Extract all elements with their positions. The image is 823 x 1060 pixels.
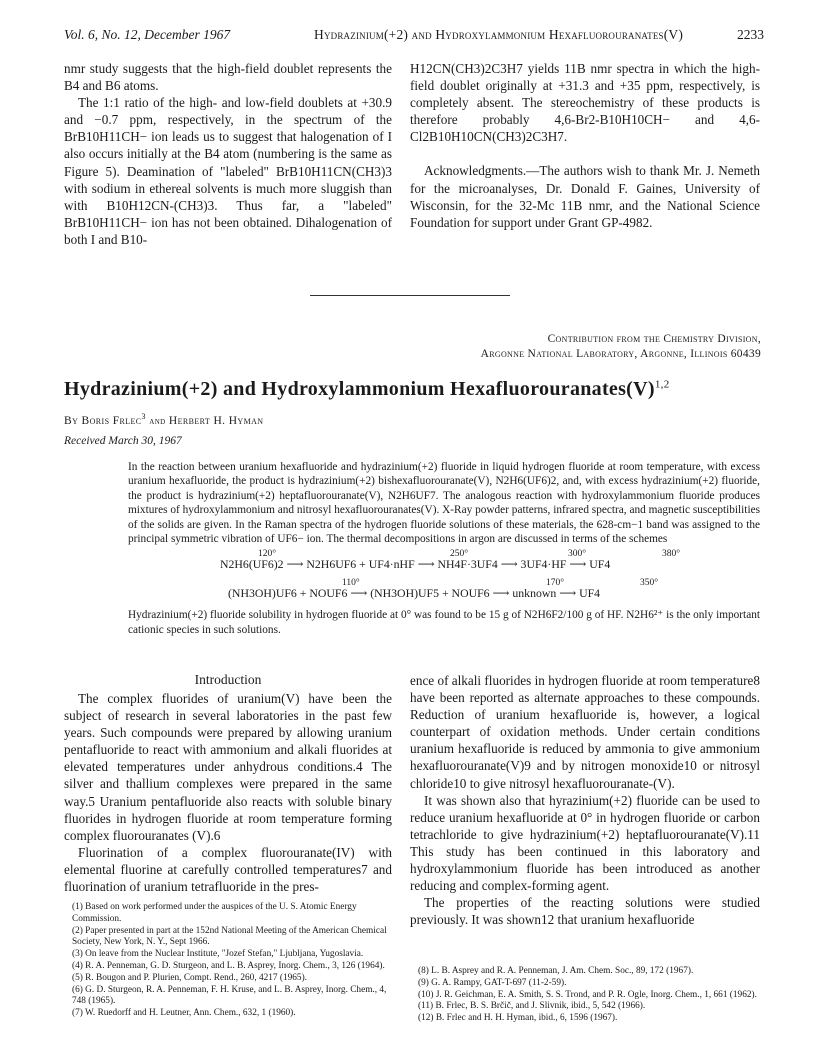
footnote: (1) Based on work performed under the auspices of the U. S. Atomic Energy Commission. <box>72 902 357 924</box>
author-name: Herbert H. Hyman <box>168 414 264 427</box>
footnote: (10) J. R. Geichman, E. A. Smith, S. S. Trond, and P. R. Ogle, Inorg. Chem., 1, 661 (1962). <box>418 989 757 1000</box>
by-label: By <box>64 414 79 427</box>
introduction-left <box>64 690 392 895</box>
scheme-temp: 170° <box>546 578 565 589</box>
introduction-right <box>410 672 760 928</box>
section-divider <box>310 295 510 296</box>
paragraph: ence of alkali fluorides in hydrogen fluoride at room temperature8 have been reported as alternate approaches to these compounds. Reduction of uranium hexafluoride is, however, a logical counterpart of oxidation methods. Under certain conditions uranium hexafluoride is reduced by ammonia to give ammonium hexafluorouranate(V)9 and by nitrogen monoxide10 or nitrosyl chloride10 to give nitrosyl hexafluorouranate-(V). <box>410 673 760 791</box>
abstract <box>128 460 760 637</box>
scheme-temp: 110° <box>342 578 360 589</box>
scheme-equation-2: (NH3OH)UF6 + NOUF6 ⟶ (NH3OH)UF5 + NOUF6 ⟶ unknown ⟶ UF4 <box>228 586 601 601</box>
title-text: Hydrazinium(+2) and Hydroxylammonium Hexafluorouranates(V) <box>64 378 655 400</box>
footnote: (8) L. B. Asprey and R. A. Penneman, J. Am. Chem. Soc., 89, 172 (1967). <box>418 966 694 976</box>
page-number: 2233 <box>737 27 764 42</box>
author-footnote-marker: 3 <box>141 412 146 421</box>
footnotes-right <box>410 966 760 1025</box>
scheme-temp: 250° <box>450 549 469 560</box>
and-label: and <box>149 415 166 427</box>
footnote: (2) Paper presented in part at the 152nd National Meeting of the American Chemical Society, New York, N. Y., Sept 1966. <box>72 925 387 948</box>
footnote: (4) R. A. Penneman, G. D. Sturgeon, and L. B. Asprey, Inorg. Chem., 3, 126 (1964). <box>72 960 385 971</box>
scheme-temp: 120° <box>258 549 277 560</box>
footnote: (9) G. A. Rampy, GAT-T-697 (11-2-59). <box>418 977 567 988</box>
scheme-temp: 350° <box>640 578 659 589</box>
paragraph: It was shown also that hyrazinium(+2) fluoride can be used to reduce uranium hexafluoride at 0° in hydrogen fluoride or carbon tetrachloride to give hydrazinium(+2) heptafluorouranate(V).11 This study has been continued in this laboratory and hydroxylammonium fluoride has been introduced as another reducing and complex-forming agent. <box>410 792 760 894</box>
footnote: (5) R. Bougon and P. Plurien, Compt. Rend., 260, 4217 (1965). <box>72 972 308 983</box>
abstract-paragraph: Hydrazinium(+2) fluoride solubility in hydrogen fluoride at 0° was found to be 15 g of N2H6F2/100 g of HF. N2H6²⁺ is the only important cationic species in such solutions. <box>128 609 760 636</box>
footnote: (3) On leave from the Nuclear Institute, "Jozef Stefan," Ljubljana, Yugoslavia. <box>72 949 364 960</box>
article-title <box>64 378 670 401</box>
footnote: (11) B. Frlec, B. S. Brčič, and J. Slivnik, ibid., 5, 542 (1966). <box>418 1001 646 1012</box>
journal-volume: Vol. 6, No. 12, December 1967 <box>64 27 231 42</box>
abstract-paragraph: In the reaction between uranium hexafluoride and hydrazinium(+2) fluoride in liquid hydrogen fluoride at room temperature, with excess uranium hexafluoride, the product is hydrazinium(+2) bishexafluorouranate(V), N2H6(UF6)2, and, with excess hydrazinium(+2) fluoride, the product is hydrazinium(+2) heptafluorouranate(V), N2H6UF7. The analogous reaction with hydroxylammonium fluoride produces mixtures of hydroxylammonium and nitrosyl hexafluorouranates(V). X-Ray powder patterns, infrared spectra, and magnetic susceptibilities of the solids are given. In the Raman spectra of the hydrogen fluoride solutions of these materials, the 628-cm−1 band was assigned to the principal symmetric vibration of UF6− ion. The thermal decompositions in argon are discussed in terms of the schemes <box>128 461 760 546</box>
footnote: (6) G. D. Sturgeon, R. A. Penneman, F. H. Kruse, and L. B. Asprey, Inorg. Chem., 4, 748 (1965). <box>72 984 387 1007</box>
introduction-heading: Introduction <box>194 672 262 687</box>
scheme-temp: 300° <box>568 549 587 560</box>
authors <box>64 412 263 427</box>
contribution-line-2: Argonne National Laboratory, Argonne, Illinois 60439 <box>480 348 761 360</box>
paragraph: The complex fluorides of uranium(V) have been the subject of research in several laboratories in the past few years. Such compounds were prepared by allowing uranium pentafluoride to react with ammonium and alkali fluorides at elevated temperatures under anhydrous conditions.4 The silver and thallium complexes were prepared in the same way.5 Uranium pentafluoride also reacts with soluble binary fluorides in hydrogen fluoride at room temperature forming complex fluorouranates (V).6 <box>64 691 392 843</box>
contribution-line-1: Contribution from the Chemistry Division, <box>547 333 761 345</box>
title-footnote-marker: 1,2 <box>654 378 670 391</box>
footnote: (7) W. Ruedorff and H. Leutner, Ann. Chem., 632, 1 (1960). <box>72 1008 296 1019</box>
footnotes-left <box>64 902 392 1020</box>
scheme-equation-1: N2H6(UF6)2 ⟶ N2H6UF6 + UF4·nHF ⟶ NH4F·3UF4 ⟶ 3UF4·HF ⟶ UF4 <box>220 557 611 572</box>
paragraph: Fluorination of a complex fluorouranate(IV) with elemental fluorine at carefully controlled temperatures7 and fluorination of uranium tetrafluoride in the pres- <box>64 844 392 895</box>
paragraph: The 1:1 ratio of the high- and low-field doublets at +30.9 and −0.7 ppm, respectively, in the spectrum of the BrB10H11CH− ion leads us to suggest that halogenation of I also occurs initially at the B4 atom (numbering is the same as Figure 5). Deamination of "labeled" BrB10H11CN(CH3)3 with sodium in ethereal solvents is much more sluggish than with B10H12CN-(CH3)3. Thus far, a "labeled" BrB10H11CH− ion has not been obtained. Dihalogenation of both I and B10- <box>64 95 392 247</box>
scheme-temp: 380° <box>662 549 681 560</box>
continued-text-right <box>410 60 760 231</box>
footnote: (12) B. Frlec and H. H. Hyman, ibid., 6, 1596 (1967). <box>418 1013 618 1024</box>
contribution-affiliation <box>481 332 761 362</box>
paragraph: The properties of the reacting solutions were studied previously. It was shown12 that uranium hexafluoride <box>410 895 760 928</box>
received-date: Received March 30, 1967 <box>64 435 182 447</box>
running-header <box>64 27 764 43</box>
continued-text-left <box>64 60 392 248</box>
acknowledgments: Acknowledgments.—The authors wish to thank Mr. J. Nemeth for the microanalyses, Dr. Donald F. Gaines, University of Wisconsin, for the 32-Mc 11B nmr, and the National Science Foundation for support under Grant GP-4982. <box>410 163 760 230</box>
paragraph: H12CN(CH3)2C3H7 yields 11B nmr spectra in which the high-field doublet originally at +31.3 and +35 ppm, respectively, is completely absent. The stereochemistry of these products is therefore probably 4,6-Br2-B10H10CH− and 4,6-Cl2B10H10CN(CH3)2C3H7. <box>410 61 760 145</box>
paragraph: nmr study suggests that the high-field doublet represents the B4 and B6 atoms. <box>64 61 392 94</box>
reaction-schemes <box>128 546 760 608</box>
running-title: Hydrazinium(+2) and Hydroxylammonium Hexafluorouranates(V) <box>314 27 684 42</box>
author-name: Boris Frlec <box>81 414 142 427</box>
